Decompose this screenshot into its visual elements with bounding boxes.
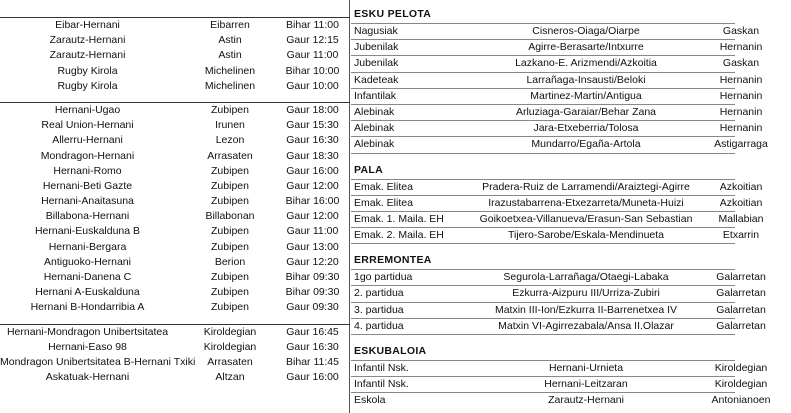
schedule-row: Eibar-Hernani Eibarren Bihar 11:00 [55, 19, 339, 31]
match-row: Alebinak Jara-Etxeberria/Tolosa Hernanin [351, 120, 735, 136]
schedule-row: Billabona-Hernani Billabonan Gaur 12:00 [45, 210, 339, 223]
match-row: Emak. Elitea Pradera-Ruiz de Larramendi/Araiztegi-Agirre Azkoitian [351, 179, 735, 195]
schedule-row: Askatuak-Hernani Altzan Gaur 16:00 [45, 371, 339, 384]
match-row: Jubenilak Lazkano-E. Arizmendi/Azkoitia Gaskan [351, 55, 735, 71]
schedule-row: Hernani-Beti Gazte Zubipen Gaur 12:00 [42, 179, 339, 192]
schedule-row: Hernani-Easo 98 Kiroldegian Gaur 16:30 [48, 340, 339, 353]
match-row: Emak. 2. Maila. EH Tijero-Sarobe/Eskala-Mendinueta Etxarrin [351, 227, 735, 243]
schedule-right-column [351, 0, 771, 409]
match-row: Nagusiak Cisneros-Oiaga/Oiarpe Gaskan [351, 23, 735, 39]
schedule-row: Rugby Kirola Michelinen Gaur 10:00 [57, 79, 339, 92]
schedule-row: Rugby Kirola Michelinen Bihar 10:00 [57, 64, 340, 77]
section-title-esku-pelota: ESKU PELOTA [354, 8, 432, 20]
schedule-left-column [0, 0, 350, 385]
schedule-row: Allerru-Hernani Lezon Gaur 16:30 [52, 134, 339, 147]
match-row: 4. partidua Matxin VI-Agirrezabala/Ansa II.Olazar Galarretan [351, 318, 735, 334]
schedule-row: Mondragon-Hernani Arrasaten Gaur 18:30 [40, 149, 339, 162]
section-title-erremontea: ERREMONTEA [354, 254, 432, 267]
schedule-row: Hernani-Danena C Zubipen Bihar 09:30 [43, 271, 340, 283]
schedule-row: Hernani-Ugao Zubipen Gaur 18:00 [54, 103, 339, 116]
schedule-row: Hernani-Anaitasuna Zubipen Bihar 16:00 [41, 195, 340, 208]
schedule-row: Hernani-Romo Zubipen Gaur 16:00 [53, 164, 339, 177]
section-title-eskubaloia: ESKUBALOIA [354, 345, 427, 357]
match-row: Infantil Nsk. Hernani-Leitzaran Kiroldegian [351, 376, 735, 392]
match-row: 2. partidua Ezkurra-Aizpuru III/Urriza-Zubiri Galarretan [351, 285, 735, 301]
schedule-row: Antiguoko-Hernani Berion Gaur 12:20 [44, 255, 339, 268]
schedule-block-3 [0, 324, 350, 386]
match-row: 3. partidua Matxin III-Ion/Ezkurra II-Barrenetxea IV Galarretan [351, 302, 735, 318]
schedule-row: Hernani A-Euskalduna Zubipen Bihar 09:30 [35, 286, 340, 299]
match-row: Alebinak Mundarro/Egaña-Artola Astigarraga [351, 136, 735, 152]
match-row: Eskola Zarautz-Hernani Antonianoen [351, 392, 735, 408]
section-title-pala: PALA [354, 163, 384, 176]
schedule-row: Hernani-Euskalduna B Zubipen Gaur 11:00 [34, 225, 339, 238]
schedule-row: Mondragon Unibertsitatea B-Hernani Txiki Arrasaten Bihar 11:45 [0, 355, 339, 368]
match-row: Infantil Nsk. Hernani-Urnieta Kiroldegian [351, 360, 735, 376]
schedule-block-2 [0, 102, 350, 316]
match-row: Alebinak Arluziaga-Garaiar/Behar Zana Hernanin [351, 104, 735, 120]
schedule-row: Hernani-Bergara Zubipen Gaur 13:00 [48, 240, 339, 253]
match-row: Kadeteak Larrañaga-Insausti/Beloki Hernanin [351, 72, 735, 88]
match-row: Jubenilak Agirre-Berasarte/Intxurre Hernanin [351, 39, 735, 55]
match-row: 1go partidua Segurola-Larrañaga/Otaegi-Labaka Galarretan [351, 269, 735, 285]
schedule-block-1 [0, 17, 350, 94]
schedule-row: Hernani B-Hondarribia A Zubipen Gaur 09:30 [30, 301, 339, 314]
schedule-row: Zarautz-Hernani Astin Gaur 11:00 [49, 49, 339, 62]
schedule-row: Zarautz-Hernani Astin Gaur 12:15 [49, 34, 339, 47]
schedule-row: Real Union-Hernani Irunen Gaur 15:30 [41, 119, 339, 132]
match-row: Infantilak Martinez-Martin/Antigua Hernanin [351, 88, 735, 104]
schedule-row: Hernani-Mondragon Unibertsitatea Kiroldegian Gaur 16:45 [6, 325, 339, 338]
match-row: Emak. Elitea Irazustabarrena-Etxezarreta/Muneta-Huizi Azkoitian [351, 195, 735, 211]
match-row: Emak. 1. Maila. EH Goikoetxea-Villanueva/Erasun-San Sebastian Mallabian [351, 211, 735, 227]
